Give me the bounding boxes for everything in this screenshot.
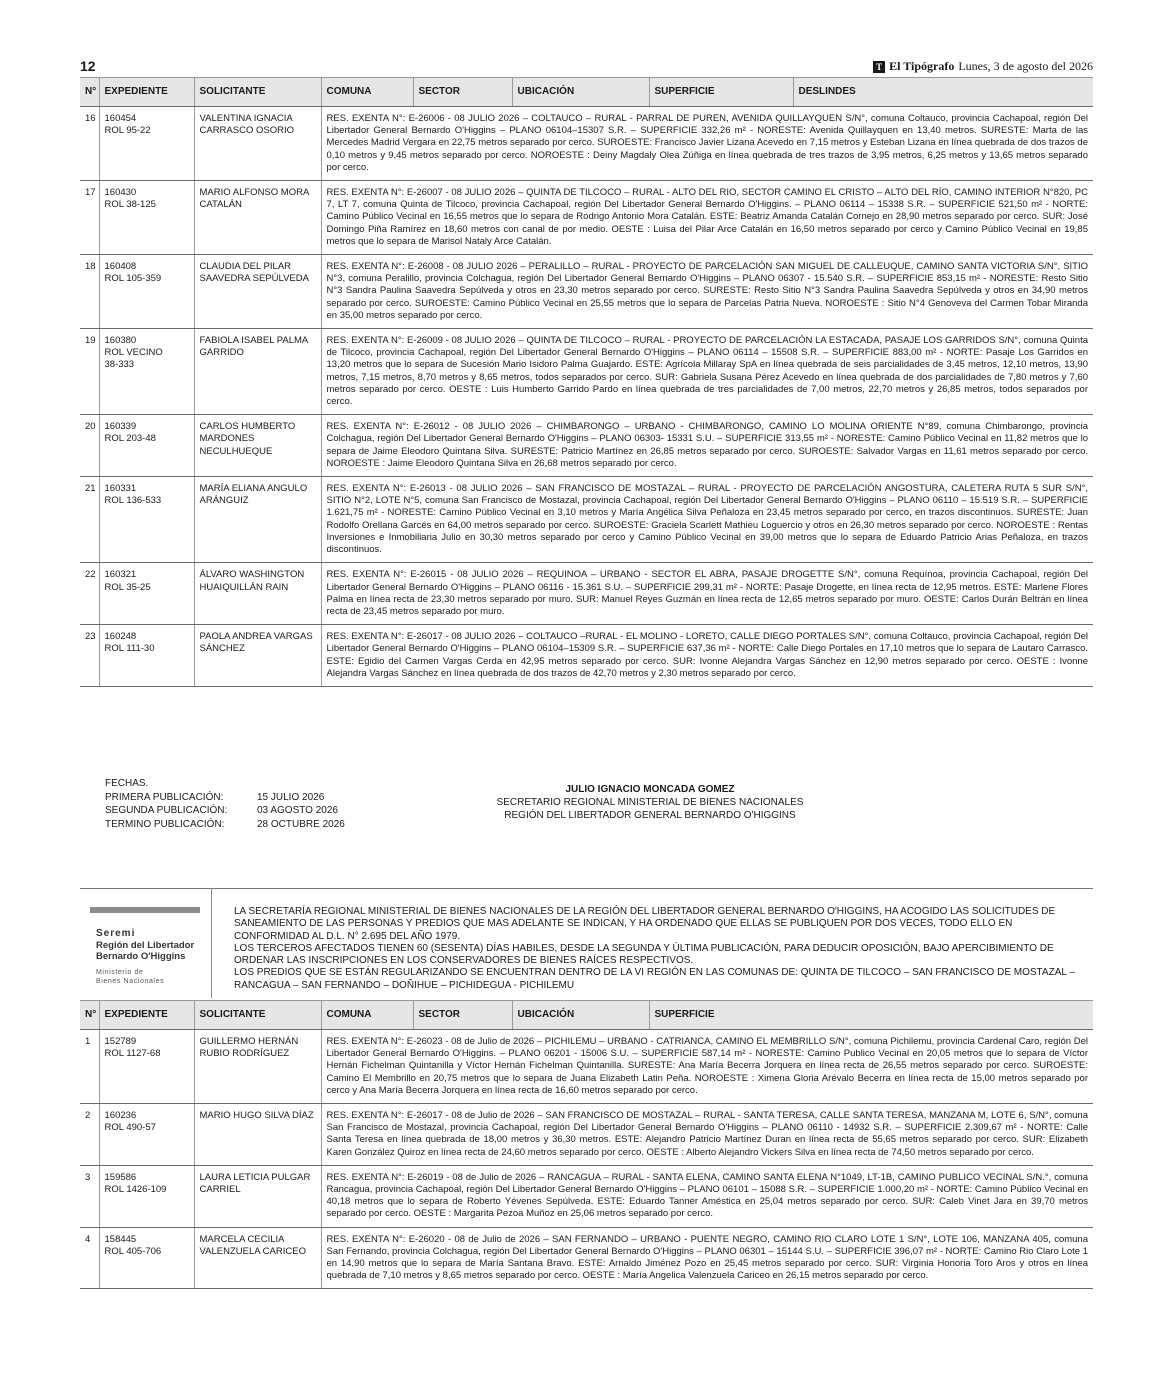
resolution-text-cell: RES. EXENTA N°: E-26007 - 08 JULIO 2026 – QUINTA DE TILCOCO – RURAL - ALTO DEL RIO, SECTOR CAMINO EL CRISTO – ALTO DEL RÍO, CAMINO INTERIOR N°820, PC 7, LT 7, comuna Quinta de Tilcoco, provincia Cachapoal, región Del Libertador General Bernardo O'Higgins. – PLANO 06114 – 15338 S.R. – SUPERFICIE 521,50 m² - NORTE: Camino Público Vecinal en 16,55 metros que lo separa de Rodrigo Antonio Mora Catalán. ESTE: Beatriz Amanda Catalán Cornejo en 28,90 metros separado por cerco. SUR: José Domingo Piña Ramírez en 18,60 metros con canal de por medio. OESTE : Luisa del Pilar Arce Catalán en 16,50 metros separado por cerco y Camino Público Vecinal en 19,85 metros que lo separa de Marisol Nataly Arce Catalán. (321, 181, 1093, 255)
table-row (80, 329, 1093, 415)
newspaper-logo-icon: T (873, 61, 885, 73)
publication-date-row (105, 791, 345, 805)
expediente-cell: 160430 ROL 38-125 (99, 181, 194, 255)
column-header-n: N° (80, 78, 99, 107)
logo-region-text: Región del Libertador Bernardo O'Higgins (96, 940, 195, 962)
solicitante-cell: GUILLERMO HERNÁN RUBIO RODRÍGUEZ (194, 1030, 321, 1104)
row-number: 2 (80, 1104, 99, 1166)
table-row (80, 1030, 1093, 1104)
resolution-text-cell: RES. EXENTA N°: E-26012 - 08 JULIO 2026 – CHIMBARONGO – URBANO - CHIMBARONGO, CAMINO LO MOLINA ORIENTE N°89, comuna Chimbarongo, provincia Colchagua, región Del Libertador General Bernardo O'Higgins – PLANO 06303- 15331 S.U. – SUPERFICIE 313,55 m² - NORESTE: Camino Público Vecinal en 11,82 metros que lo separa de Jaime Eleodoro Quintana Silva. SURESTE: Patricio Martínez en 26,85 metros separado por cerco. SUROESTE: Salvador Vargas en 11,61 metros separado por cerco. NOROESTE : Jaime Eleodoro Quintana Silva en 26,68 metros separado por cerco. (321, 415, 1093, 477)
row-number: 1 (80, 1030, 99, 1104)
publication-date-value: 03 AGOSTO 2026 (257, 805, 338, 816)
column-header-comuna: COMUNA (321, 78, 413, 107)
table-row (80, 1165, 1093, 1227)
logo-bar (90, 907, 200, 913)
publication-date-label: TERMINO PUBLICACIÓN: (105, 818, 225, 830)
expediente-cell: 160236 ROL 490-57 (99, 1104, 194, 1166)
seremi-logo (80, 888, 212, 998)
regularization-table-1 (80, 77, 1093, 687)
solicitante-cell: MARCELA CECILIA VALENZUELA CARICEO (194, 1227, 321, 1289)
row-number: 3 (80, 1165, 99, 1227)
signatory-title: SECRETARIO REGIONAL MINISTERIAL DE BIENES NACIONALES (496, 797, 804, 808)
solicitante-cell: ÁLVARO WASHINGTON HUAIQUILLÁN RAIN (194, 563, 321, 625)
solicitante-cell: FABIOLA ISABEL PALMA GARRIDO (194, 329, 321, 415)
column-header-expediente: EXPEDIENTE (99, 1001, 194, 1030)
row-number: 21 (80, 477, 99, 563)
section-divider (80, 888, 1093, 889)
column-header-solicitante: SOLICITANTE (194, 78, 321, 107)
logo-ministerio-text: Ministerio de Bienes Nacionales (96, 969, 165, 985)
column-header-ubicacion: UBICACIÓN (512, 78, 649, 107)
publication-date-row (105, 818, 345, 832)
publication-date-value: 28 OCTUBRE 2026 (257, 818, 345, 830)
column-header-superficie: SUPERFICIE (649, 1001, 1093, 1030)
solicitante-cell: PAOLA ANDREA VARGAS SÁNCHEZ (194, 625, 321, 687)
resolution-text-cell: RES. EXENTA N°: E-26006 - 08 JULIO 2026 – COLTAUCO – RURAL - PARRAL DE PUREN, AVENIDA QUILLAYQUEN S/N°, comuna Coltauco, provincia Cachapoal, región Del Libertador General Bernardo O'Higgins – PLANO 06104–15307 S.R. – SUPERFICIE 332,26 m² - NORESTE: Avenida Quillayquen en 13,40 metros. SURESTE: Marta de las Mercedes Madrid Vergara en 22,75 metros separado por cerco. SUROESTE: Francisco Javier Lizana Acevedo en 7,15 metros y Esteban Lizana en línea quebrada de dos trazos de 0,10 metros y 9,45 metros separado por cerco. NOROESTE : Deiny Magdaly Olea Zúñiga en línea quebrada de tres trazos de 3,95 metros, 6,25 metros y 13,65 metros separado por cerco. (321, 107, 1093, 181)
logo-seremi-text: Seremi (96, 928, 136, 939)
publication-dates-title: FECHAS. (105, 778, 149, 789)
expediente-cell: 160321 ROL 35-25 (99, 563, 194, 625)
expediente-cell: 160454 ROL 95-22 (99, 107, 194, 181)
expediente-cell: 152789 ROL 1127-68 (99, 1030, 194, 1104)
table-row (80, 477, 1093, 563)
expediente-cell: 160248 ROL 111-30 (99, 625, 194, 687)
solicitante-cell: MARÍA ELIANA ANGULO ARÁNGUIZ (194, 477, 321, 563)
column-header-ubicacion: UBICACIÓN (512, 1001, 649, 1030)
column-header-expediente: EXPEDIENTE (99, 78, 194, 107)
solicitante-cell: MARIO ALFONSO MORA CATALÁN (194, 181, 321, 255)
expediente-cell: 160339 ROL 203-48 (99, 415, 194, 477)
column-header-solicitante: SOLICITANTE (194, 1001, 321, 1030)
expediente-cell: 160380 ROL VECINO 38-333 (99, 329, 194, 415)
table-row (80, 563, 1093, 625)
newspaper-name: El Tipógrafo (889, 59, 955, 73)
column-header-sector: SECTOR (413, 1001, 512, 1030)
table-row (80, 181, 1093, 255)
page-header (80, 58, 1093, 76)
solicitante-cell: CARLOS HUMBERTO MARDONES NECULHUEQUE (194, 415, 321, 477)
expediente-cell: 159586 ROL 1426-109 (99, 1165, 194, 1227)
solicitante-cell: CLAUDIA DEL PILAR SAAVEDRA SEPÚLVEDA (194, 255, 321, 329)
row-number: 23 (80, 625, 99, 687)
issue-date: Lunes, 3 de agosto del 2026 (958, 59, 1093, 73)
table-header-row (80, 1001, 1093, 1030)
table-row (80, 107, 1093, 181)
publication-dates (105, 777, 345, 831)
row-number: 16 (80, 107, 99, 181)
column-header-sector: SECTOR (413, 78, 512, 107)
column-header-superficie: SUPERFICIE (649, 78, 793, 107)
expediente-cell: 160408 ROL 105-359 (99, 255, 194, 329)
publication-date-value: 15 JULIO 2026 (257, 791, 325, 803)
resolution-text-cell: RES. EXENTA N°: E-26023 - 08 de Julio de 2026 – PICHILEMU – URBANO - CATRIANCA, CAMINO EL MEMBRILLO S/N°, comuna Pichilemu, provincia Cardenal Caro, región Del Libertador General Bernardo O'Higgins. – PLANO 06201 - 15006 S.U. – SUPERFICIE 587,14 m² - NORESTE: Camino Publico Vecinal en 20,05 metros que lo separa de Víctor Hernán Fichelman Quintanilla y Víctor Hernán Fichelman Quintanilla. SURESTE: Ana María Becerra Jorquera en línea recta de 26,55 metros separado por cerco. SUROESTE: Camino El Membrillo en 20,75 metros que lo separa de Juana Elizabeth Latin Peña. NOROESTE : Ximena Gloria Arévalo Becerra en línea recta de 15,00 metros separado por cerco y Ana María Becerra Jorquera en línea recta de 16,60 metros separado por cerco. (321, 1030, 1093, 1104)
table-row (80, 625, 1093, 687)
notice-text (234, 906, 1089, 992)
table-row (80, 1227, 1093, 1289)
row-number: 18 (80, 255, 99, 329)
resolution-text-cell: RES. EXENTA N°: E-26017 - 08 JULIO 2026 – COLTAUCO –RURAL - EL MOLINO - LORETO, CALLE DIEGO PORTALES S/N°, comuna Coltauco, provincia Cachapoal, región Del Libertador General Bernardo O'Higgins – PLANO 06104–15309 S.R. – SUPERFICIE 637,36 m² - NORTE: Calle Diego Portales en 17,10 metros que lo separa de Lautaro Carrasco. ESTE: Egidio del Carmen Vargas Cerda en 42,95 metros separado por cerco. SUR: Ivonne Alejandra Vargas Sánchez en 12,90 metros separado por cerco. OESTE : Ivonne Alejandra Vargas Sánchez en línea quebrada de dos trazos de 42,70 metros y 2,30 metros separado por cerco. (321, 625, 1093, 687)
column-header-n: N° (80, 1001, 99, 1030)
resolution-text-cell: RES. EXENTA N°: E-26013 - 08 JULIO 2026 – SAN FRANCISCO DE MOSTAZAL – RURAL - PROYECTO DE PARCELACIÓN ANGOSTURA, CALETERA RUTA 5 SUR S/N°, SITIO N°2, LOTE N°5, comuna San Francisco de Mostazal, provincia Cachapoal, región Del Libertador General Bernardo O'Higgins – PLANO 06110 – 15.519 S.R. – SUPERFICIE 1.621,75 m² - NORESTE: Camino Público Vecinal en 3,10 metros y María Angélica Silva Peñaloza en 23,45 metros separado por cerco, en trazos discontinuos. SURESTE: Juan Rodolfo Orellana Garcés en 64,00 metros separado por cerco. SUROESTE: Graciela Scarlett Mathieu Loguercio y otros en 26,30 metros separado por cerco. NOROESTE : Rentas Inversiones e Inmobiliaria Julio en 30,30 metros separado por cerco y Camino Público Vecinal en 39,00 metros que lo separa de Eduardo Patricio Arias Peñaloza, en trazos discontinuos. (321, 477, 1093, 563)
notice-paragraph: LA SECRETARÍA REGIONAL MINISTERIAL DE BIENES NACIONALES DE LA REGIÓN DEL LIBERTADOR GENERAL BERNARDO O'HIGGINS, HA ACOGIDO LAS SOLICITUDES DE SANEAMIENTO DE LAS PERSONAS Y PREDIOS QUE MAS ADELANTE SE INDICAN, Y HA ORDENADO QUE ELLAS SE PUBLIQUEN POR DOS VECES, TODO ELLO EN CONFORMIDAD AL D.L. N° 2.695 DEL AÑO 1979. (234, 906, 1056, 942)
table-header-row (80, 78, 1093, 107)
solicitante-cell: MARIO HUGO SILVA DÍAZ (194, 1104, 321, 1166)
publication-date-label: SEGUNDA PUBLICACIÓN: (105, 805, 228, 816)
notice-paragraph: LOS TERCEROS AFECTADOS TIENEN 60 (SESENTA) DÍAS HABILES, DESDE LA SEGUNDA Y ÚLTIMA PUBLICACIÓN, PARA DEDUCIR OPOSICIÓN, BAJO APERCIBIMIENTO DE ORDENAR LAS INSCRIPCIONES EN LOS CONSERVADORES DE BIENES RAÍCES RESPECTIVOS. (234, 942, 1054, 967)
table-row (80, 1104, 1093, 1166)
page-number: 12 (80, 58, 96, 74)
table-row (80, 255, 1093, 329)
column-header-comuna: COMUNA (321, 1001, 413, 1030)
resolution-text-cell: RES. EXENTA N°: E-26017 - 08 de Julio de 2026 – SAN FRANCISCO DE MOSTAZAL – RURAL - SANTA TERESA, CALLE SANTA TERESA, MANZANA M, LOTE 6, S/N°, comuna San Francisco de Mostazal, provincia Cachapoal, región Del Libertador General Bernardo O'Higgins – PLANO 06110 - 14932 S.R. – SUPERFICIE 2.309,67 m² - NORTE: Calle Santa Teresa en línea quebrada de 18,00 metros y 36,30 metros. ESTE: Alejandro Patricio Martínez Duran en línea recta de 55,65 metros separado por cerco. SUR: Elizabeth Karen González Quiroz en línea recta de 24,60 metros separado por cerco. OESTE : Alberto Alejandro Vickers Silva en línea recta de 74,50 metros separado por cerco. (321, 1104, 1093, 1166)
row-number: 4 (80, 1227, 99, 1289)
resolution-text-cell: RES. EXENTA N°: E-26019 - 08 de Julio de 2026 – RANCAGUA – RURAL - SANTA ELENA, CAMINO SANTA ELENA N°1049, LT-1B, CAMINO PUBLICO VECINAL S/N.°, comuna Rancagua, provincia Cachapoal, región Del Libertador General Bernardo O'Higgins – PLANO 06101 – 15088 S.R. – SUPERFICIE 1.000,20 m² - NORTE: Camino Público Vecinal en 40,18 metros que lo separa de Roberto Yévenes Sepúlveda. ESTE: Eduardo Tanner Améstica en 25,04 metros separado por cerco. SUR: Caleb Vinet Jara en 39,70 metros separado por cerco. OESTE : Margarita Pezoa Muñoz en 25,06 metros separado por cerco. (321, 1165, 1093, 1227)
signatory-region: REGIÓN DEL LIBERTADOR GENERAL BERNARDO O'HIGGINS (504, 810, 796, 821)
table-row (80, 415, 1093, 477)
expediente-cell: 158445 ROL 405-706 (99, 1227, 194, 1289)
publication-date-row (105, 804, 345, 818)
resolution-text-cell: RES. EXENTA N°: E-26008 - 08 JULIO 2026 – PERALILLO – RURAL - PROYECTO DE PARCELACIÓN SAN MIGUEL DE CALLEUQUE, CAMINO SANTA VICTORIA S/N°, SITIO N°3, comuna Peralillo, provincia Colchagua, región Del Libertador General Bernardo O'Higgins – PLANO 06307 - 15.540 S.R. – SUPERFICIE 853,15 m² - NORESTE: Resto Sitio N°3 Sandra Paulina Saavedra Sepúlveda y otros en 23,30 metros separado por cerco. SURESTE: Resto Sitio N°3 Sandra Paulina Saavedra Sepúlveda y otros en 34,90 metros separado por cerco. SUROESTE: Camino Público Vecinal en 25,55 metros que lo separa de Parcelas Patria Nueva. NOROESTE : Sitio N°4 Genoveva del Carmen Tobar Miranda en 35,00 metros separado por cerco. (321, 255, 1093, 329)
publication-date-label: PRIMERA PUBLICACIÓN: (105, 791, 224, 803)
notice-paragraph: LOS PREDIOS QUE SE ESTÁN REGULARIZANDO SE ENCUENTRAN DENTRO DE LA VI REGIÓN EN LAS COMUNAS DE: QUINTA DE TILCOCO – SAN FRANCISCO DE MOSTAZAL – RANCAGUA – SAN FERNANDO – DOÑIHUE – PICHIDEGUA - PICHILEMU (234, 967, 1075, 991)
column-header-deslindes: DESLINDES (793, 78, 1093, 107)
row-number: 19 (80, 329, 99, 415)
signatory-name: JULIO IGNACIO MONCADA GOMEZ (565, 784, 735, 795)
regularization-table-2 (80, 1000, 1093, 1289)
resolution-text-cell: RES. EXENTA N°: E-26020 - 08 de Julio de 2026 – SAN FERNANDO – URBANO - PUENTE NEGRO, CAMINO RIO CLARO LOTE 1 S/N°, LOTE 106, MANZANA 405, comuna San Fernando, provincia Colchagua, región Del Libertador General Bernardo O'Higgins – PLANO 06301 – 15144 S.U. – SUPERFICIE 396,07 m² - NORTE: Camino Rio Claro Lote 1 en 14,90 metros que lo separa de María Santana Bravo. ESTE: Arnaldo Jiménez Pozo en 25,45 metros separado por cerco. SUR: Virginia Honoria Toro Aros y otros en línea quebrada de 7,10 metros y 8,65 metros separado por cerco. OESTE : María Angelica Valenzuela Cariceo en 26,15 metros separado por cerco. (321, 1227, 1093, 1289)
expediente-cell: 160331 ROL 136-533 (99, 477, 194, 563)
resolution-text-cell: RES. EXENTA N°: E-26009 - 08 JULIO 2026 – QUINTA DE TILCOCO – RURAL - PROYECTO DE PARCELACIÓN LA ESTACADA, PASAJE LOS GARRIDOS S/N°, comuna Quinta de Tilcoco, provincia Cachapoal, región Del Libertador General Bernardo O'Higgins – PLANO 06114 – 15508 S.R. – SUPERFICIE 883,00 m² - NORTE: Pasaje Los Garridos en 13,20 metros que lo separa de Sucesión Mario Isidoro Palma Guajardo. ESTE: Agrícola Millaray SpA en línea quebrada de seis parcialidades de 3,45 metros, 12,10 metros, 13,90 metros, 7,15 metros, 8,70 metros y 8,65 metros, todos separados por cerco. SUR: Gabriela Susana Pérez Acevedo en línea quebrada de dos parcialidades de 7,80 metros y 7,60 metros separado por cerco. OESTE : Luis Humberto Garrido Pardo en línea quebrada de tres parcialidades de 7,00 metros, 22,70 metros y 26,85 metros, todos separados por cerco. (321, 329, 1093, 415)
row-number: 17 (80, 181, 99, 255)
solicitante-cell: LAURA LETICIA PULGAR CARRIEL (194, 1165, 321, 1227)
solicitante-cell: VALENTINA IGNACIA CARRASCO OSORIO (194, 107, 321, 181)
masthead (873, 59, 1093, 74)
row-number: 20 (80, 415, 99, 477)
signature-block (470, 783, 830, 822)
resolution-text-cell: RES. EXENTA N°: E-26015 - 08 JULIO 2026 – REQUINOA – URBANO - SECTOR EL ABRA, PASAJE DROGETTE S/N°, comuna Requínoa, provincia Cachapoal, región Del Libertador General Bernardo O'Higgins – PLANO 06116 - 15.361 S.U. – SUPERFICIE 299,31 m² - NORTE: Pasaje Drogette, en línea recta de 12,95 metros. ESTE: Marlene Flores Palma en línea recta de 23,30 metros separado por muro. SUR: Manuel Reyes Guzmán en línea recta de 12,65 metros separado por muro. OESTE: Carlos Durán Beltrán en línea recta de 23,45 metros separado por muro. (321, 563, 1093, 625)
row-number: 22 (80, 563, 99, 625)
